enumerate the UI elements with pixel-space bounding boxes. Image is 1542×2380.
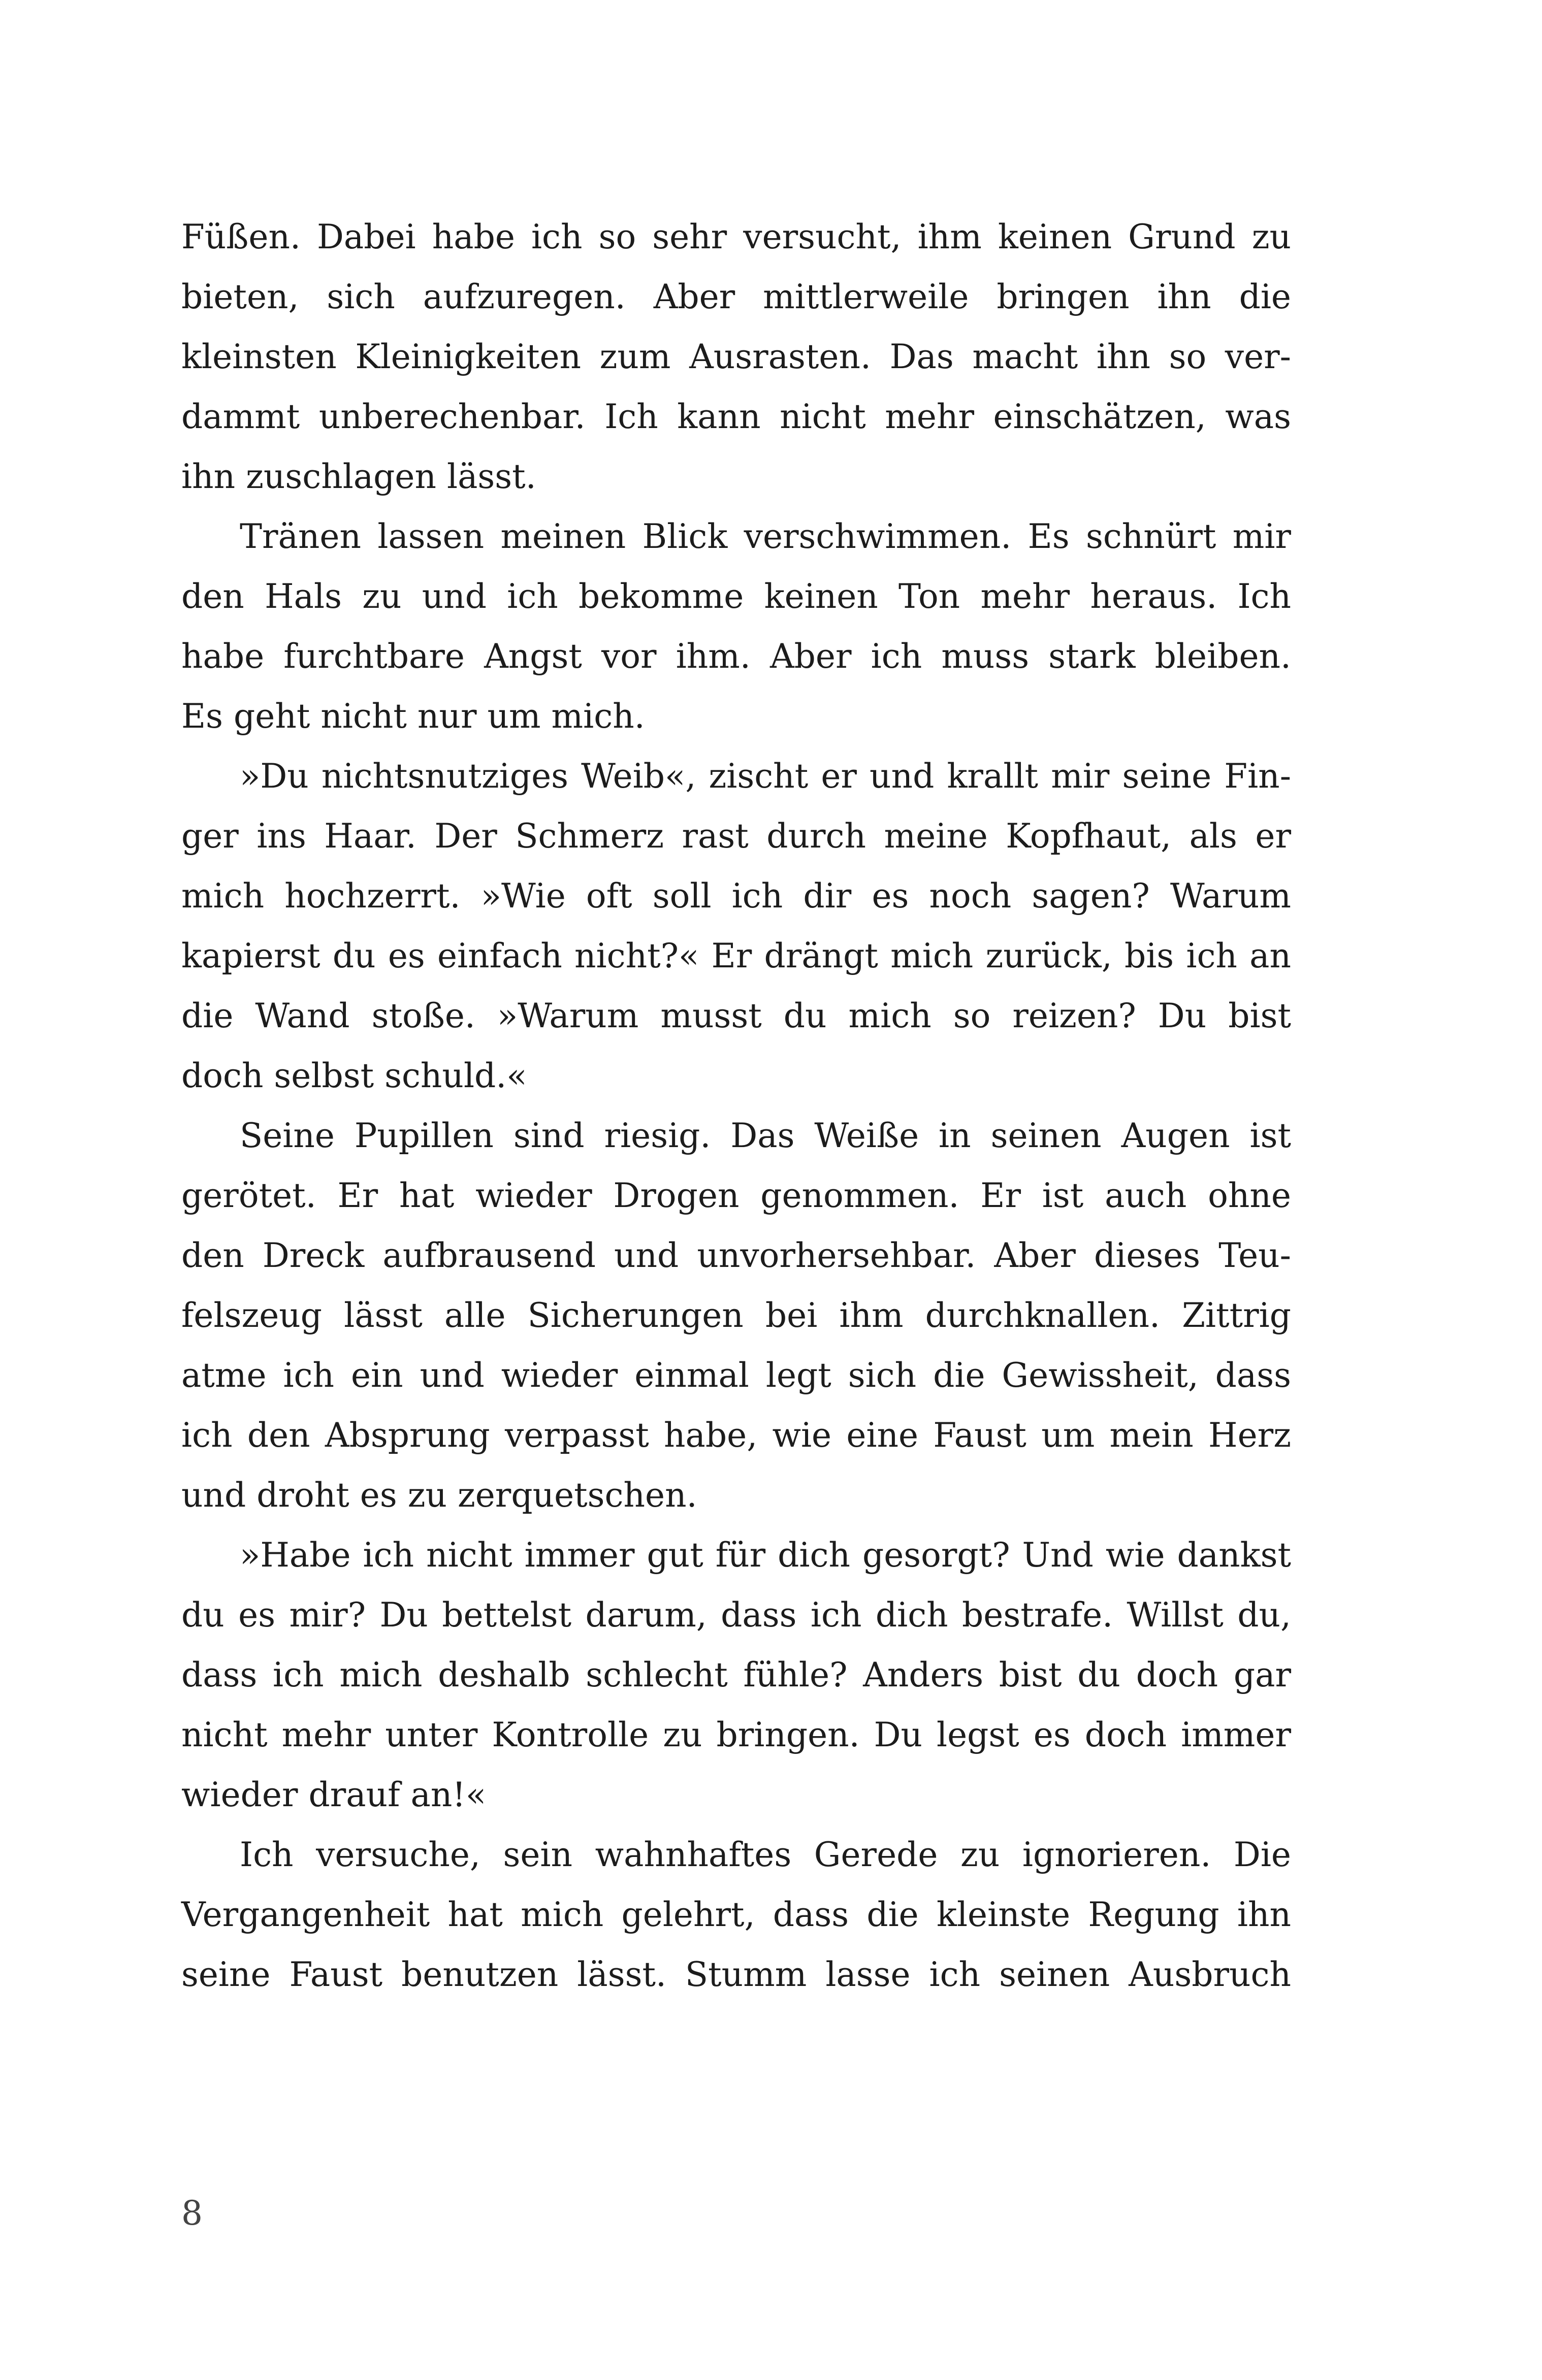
text-line: felszeug lässt alle Sicherungen bei ihm durchknallen. Zittrig	[181, 1296, 1291, 1335]
text-line: den Dreck aufbrausend und unvorhersehbar. Aber dieses Teu-	[181, 1236, 1291, 1275]
text-line: ger ins Haar. Der Schmerz rast durch meine Kopfhaut, als er	[181, 817, 1291, 856]
text-line: kapierst du es einfach nicht?« Er drängt mich zurück, bis ich an	[181, 936, 1291, 975]
text-line: seine Faust benutzen lässt. Stumm lasse ich seinen Ausbruch	[181, 1955, 1291, 1994]
paragraph	[181, 1525, 1291, 1825]
text-line: atme ich ein und wieder einmal legt sich die Gewissheit, dass	[181, 1356, 1291, 1395]
text-line: den Hals zu und ich bekomme keinen Ton mehr heraus. Ich	[181, 577, 1291, 616]
text-line: die Wand stoße. »Warum musst du mich so reizen? Du bist	[181, 996, 1291, 1035]
text-line: Ich versuche, sein wahnhaftes Gerede zu ignorieren. Die	[240, 1835, 1291, 1874]
body-text	[181, 207, 1291, 2005]
paragraph	[181, 746, 1291, 1106]
text-line: »Habe ich nicht immer gut für dich gesorgt? Und wie dankst	[240, 1536, 1291, 1575]
text-line: kleinsten Kleinigkeiten zum Ausrasten. Das macht ihn so ver-	[181, 337, 1291, 376]
text-line: ihn zuschlagen lässt.	[181, 457, 536, 496]
text-line: bieten, sich aufzuregen. Aber mittlerweile bringen ihn die	[181, 277, 1291, 316]
paragraph	[181, 1106, 1291, 1525]
text-line: dass ich mich deshalb schlecht fühle? Anders bist du doch gar	[181, 1655, 1291, 1694]
text-line: du es mir? Du bettelst darum, dass ich dich bestrafe. Willst du,	[181, 1595, 1291, 1635]
text-line: Seine Pupillen sind riesig. Das Weiße in seinen Augen ist	[240, 1116, 1291, 1155]
page-number: 8	[181, 2194, 203, 2233]
paragraph	[181, 507, 1291, 746]
text-line: »Du nichtsnutziges Weib«, zischt er und krallt mir seine Fin-	[240, 757, 1291, 796]
text-line: Tränen lassen meinen Blick verschwimmen. Es schnürt mir	[240, 517, 1291, 556]
text-line: und droht es zu zerquetschen.	[181, 1476, 697, 1515]
paragraph	[181, 207, 1291, 507]
text-line: ich den Absprung verpasst habe, wie eine Faust um mein Herz	[181, 1416, 1291, 1455]
text-line: Vergangenheit hat mich gelehrt, dass die kleinste Regung ihn	[181, 1895, 1291, 1934]
paragraph	[181, 1825, 1291, 2005]
text-line: Es geht nicht nur um mich.	[181, 697, 645, 736]
text-line: Füßen. Dabei habe ich so sehr versucht, ihm keinen Grund zu	[181, 217, 1291, 256]
text-line: mich hochzerrt. »Wie oft soll ich dir es noch sagen? Warum	[181, 876, 1291, 916]
text-line: dammt unberechenbar. Ich kann nicht mehr einschätzen, was	[181, 397, 1291, 436]
text-line: wieder drauf an!«	[181, 1775, 487, 1814]
text-line: gerötet. Er hat wieder Drogen genommen. Er ist auch ohne	[181, 1176, 1291, 1215]
text-line: doch selbst schuld.«	[181, 1056, 527, 1095]
text-line: nicht mehr unter Kontrolle zu bringen. Du legst es doch immer	[181, 1715, 1291, 1754]
text-line: habe furchtbare Angst vor ihm. Aber ich muss stark bleiben.	[181, 637, 1291, 676]
